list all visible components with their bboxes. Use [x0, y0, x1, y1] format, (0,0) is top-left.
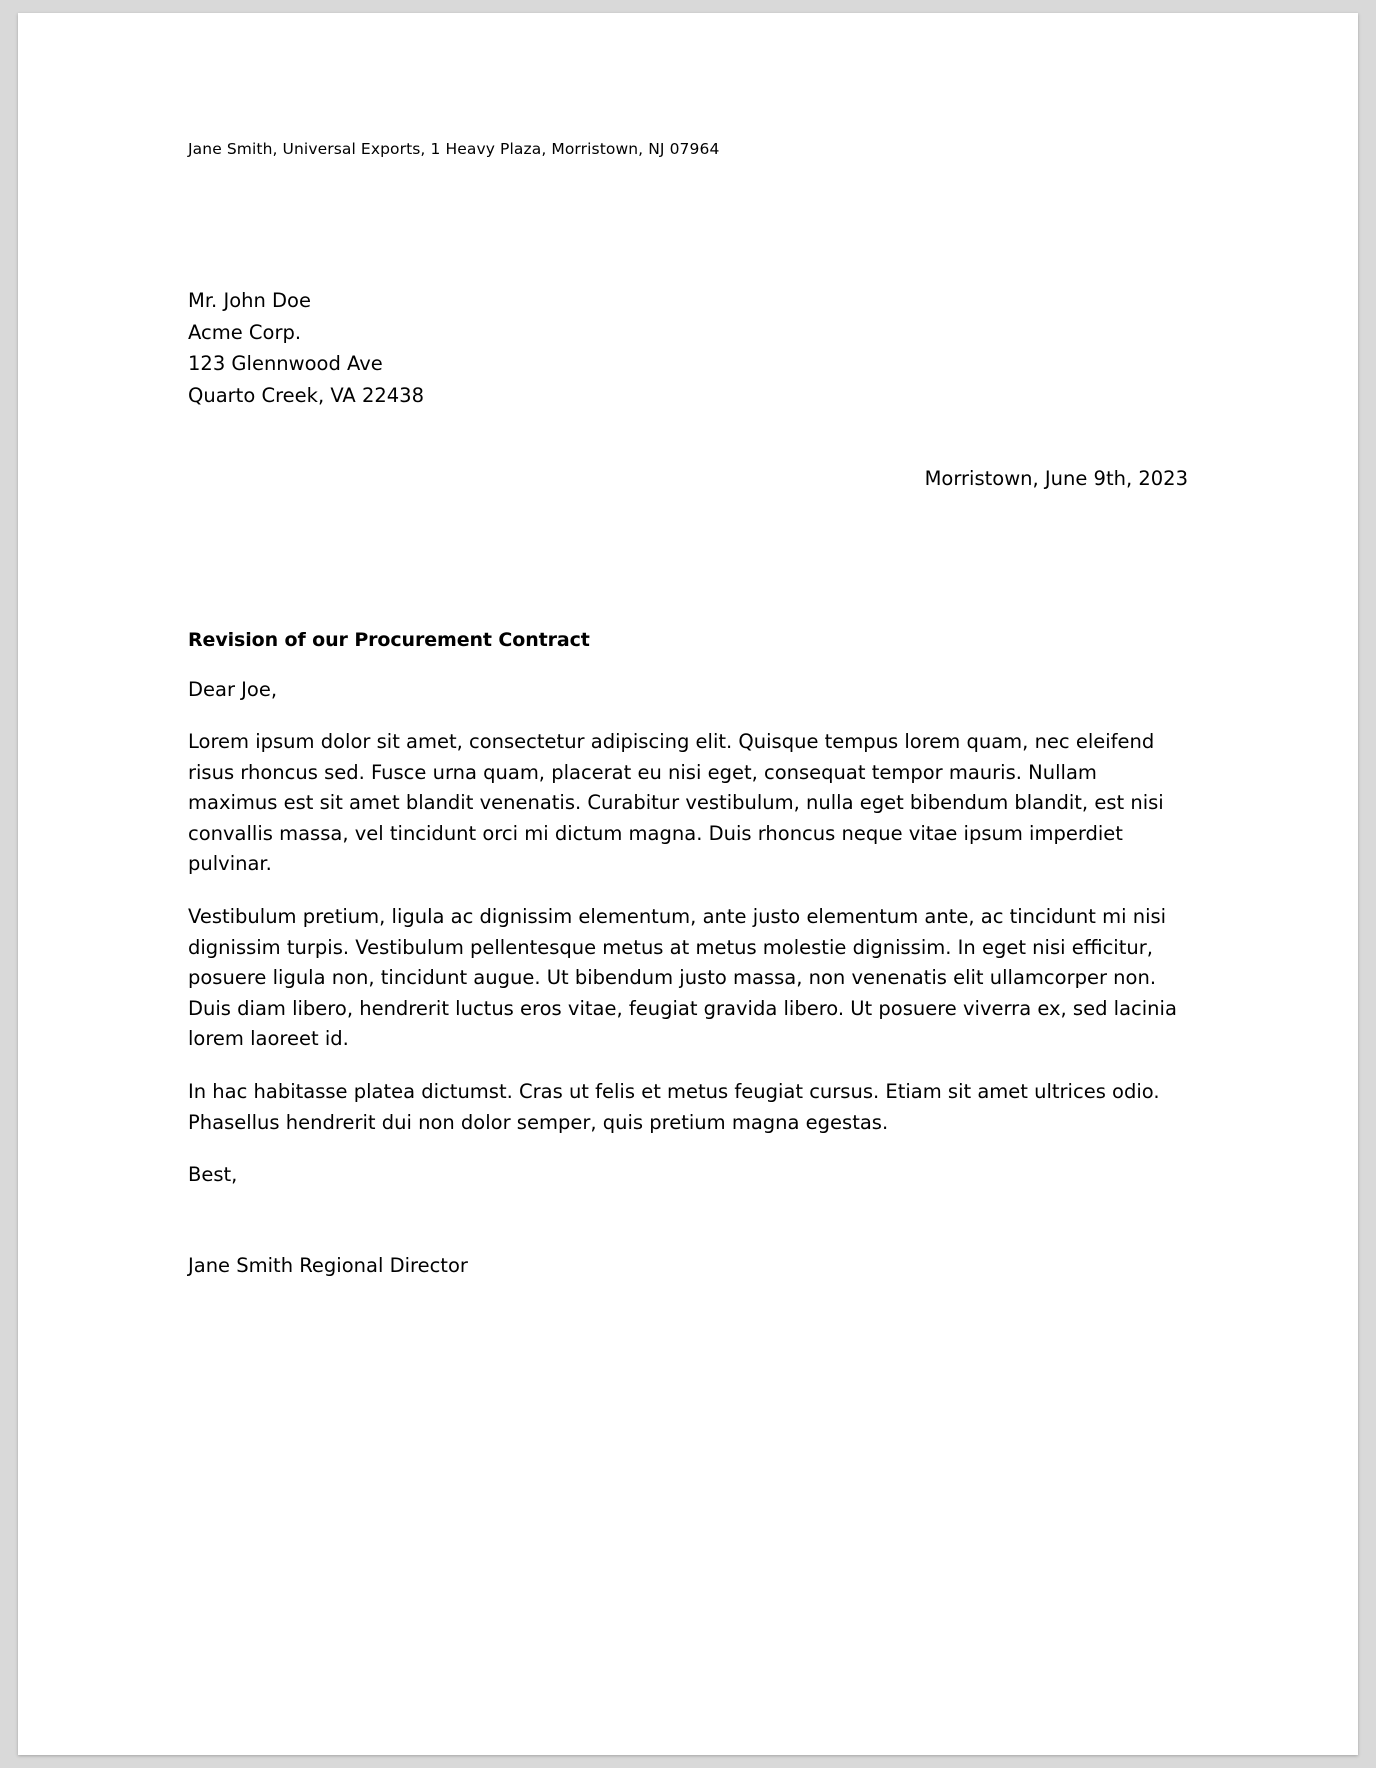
- body-paragraph-2: Vestibulum pretium, ligula ac dignissim elementum, ante justo elementum ante, ac tincidunt mi nisi dignissim turpis. Vestibulum pellentesque metus at metus molestie dignissim. In eget nisi efficitur, posuere ligula non, tincidunt augue. Ut bibendum justo massa, non venenatis elit ullamcorper non. Duis diam libero, hendrerit luctus eros vitae, feugiat gravida libero. Ut posuere viverra ex, sed lacinia lorem laoreet id.: [188, 904, 1177, 1051]
- body-paragraph-3: In hac habitasse platea dictumst. Cras ut felis et metus feugiat cursus. Etiam sit amet ultrices odio. Phasellus hendrerit dui non dolor semper, quis pretium magna egestas.: [188, 1079, 1160, 1134]
- recipient-street: 123 Glennwood Ave: [188, 352, 383, 375]
- recipient-address-block: [188, 285, 424, 411]
- recipient-name: Mr. John Doe: [188, 289, 311, 312]
- body-paragraph-1: Lorem ipsum dolor sit amet, consectetur adipiscing elit. Quisque tempus lorem quam, nec eleifend risus rhoncus sed. Fusce urna quam, placerat eu nisi eget, consequat tempor mauris. Nullam maximus est sit amet blandit venenatis. Curabitur vestibulum, nulla eget bibendum blandit, est nisi convallis massa, vel tincidunt orci mi dictum magna. Duis rhoncus neque vitae ipsum imperdiet pulvinar.: [188, 730, 1164, 876]
- dateline: Morristown, June 9th, 2023: [924, 467, 1188, 490]
- letter-page: [18, 13, 1358, 1755]
- recipient-company: Acme Corp.: [188, 320, 302, 344]
- sender-address-line: Jane Smith, Universal Exports, 1 Heavy Plaza, Morristown, NJ 07964: [188, 140, 720, 158]
- closing: Best,: [188, 1163, 238, 1187]
- subject-line: Revision of our Procurement Contract: [188, 629, 590, 651]
- salutation: Dear Joe,: [188, 678, 278, 701]
- signature-block: Jane Smith Regional Director: [188, 1254, 468, 1277]
- letter-body: [188, 626, 1188, 1190]
- recipient-city-state-zip: Quarto Creek, VA 22438: [188, 383, 424, 407]
